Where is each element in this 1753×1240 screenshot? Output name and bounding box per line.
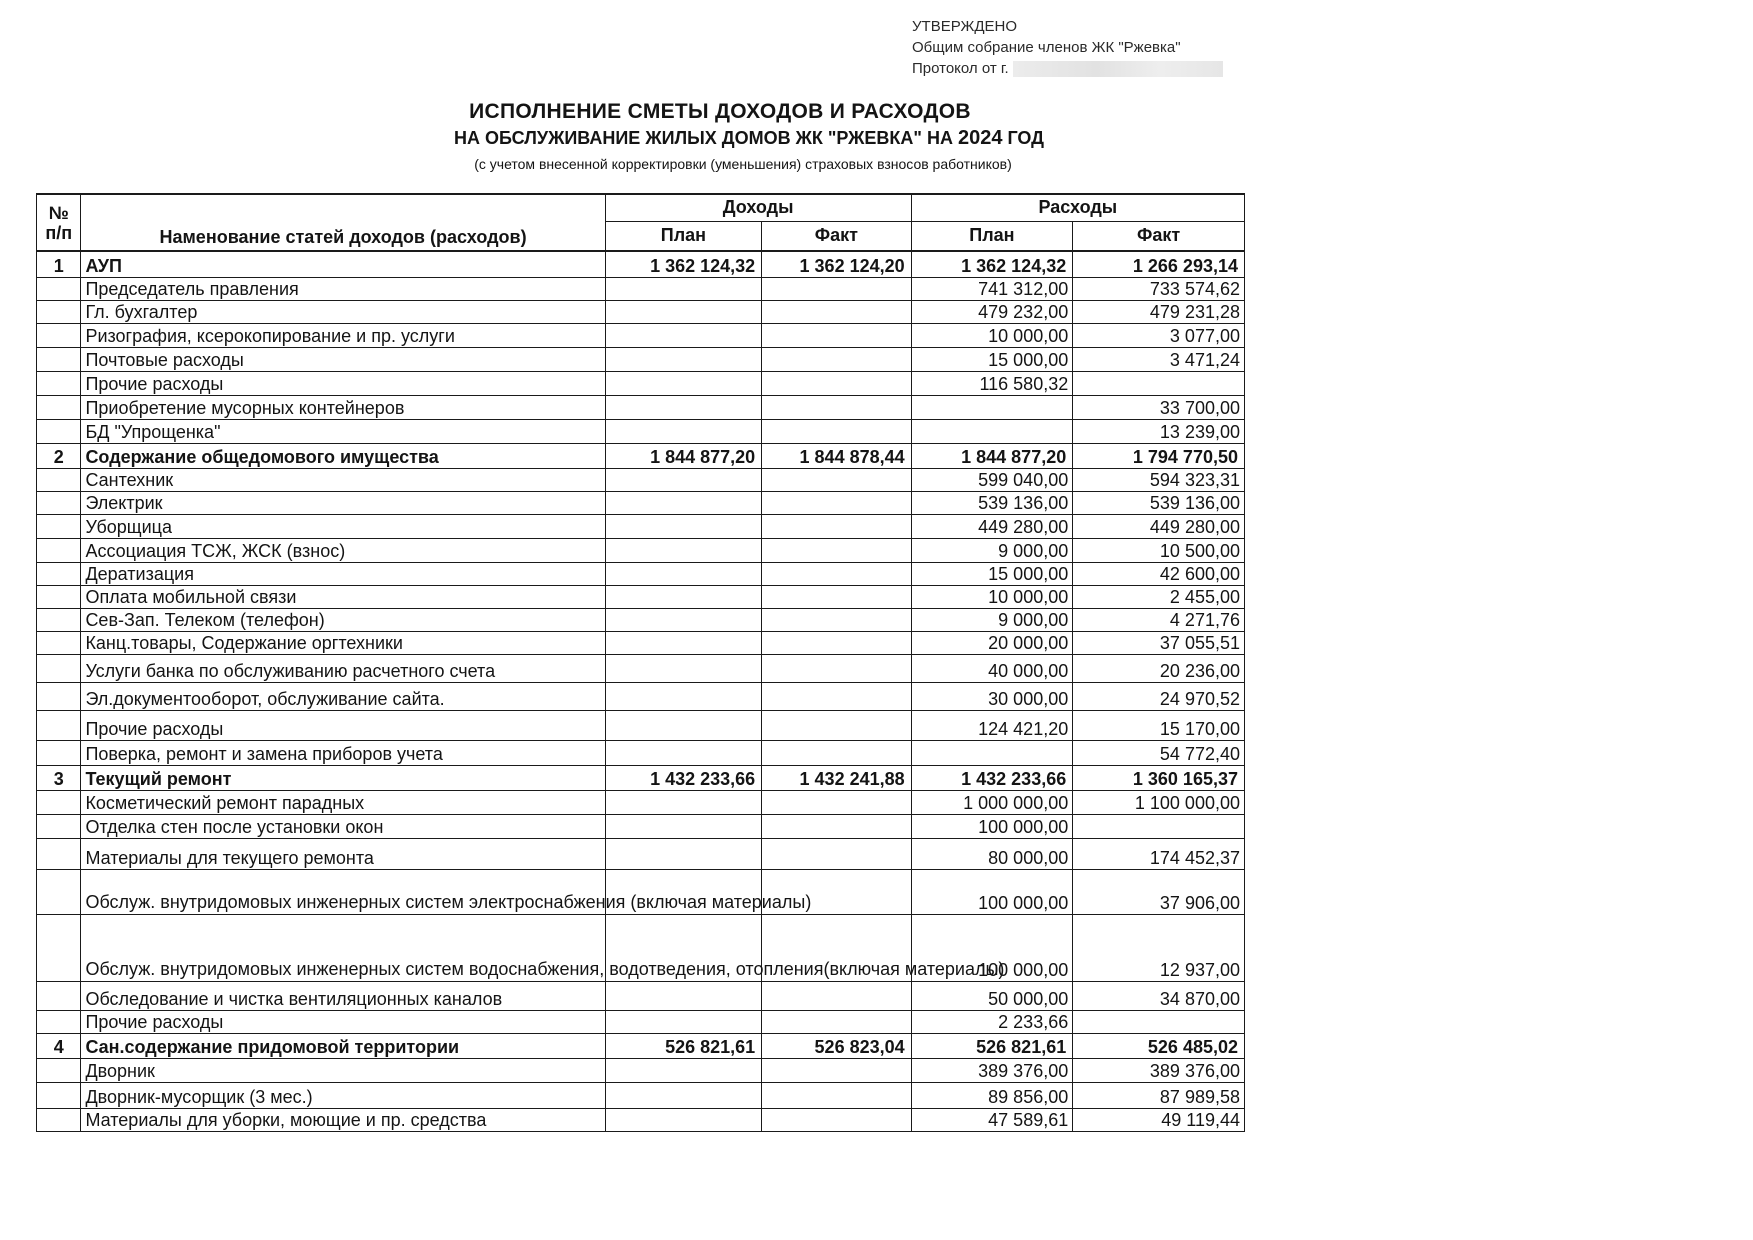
income-fact-cell: 1 432 241,88 xyxy=(762,765,911,790)
redacted-area xyxy=(1013,61,1223,77)
income-plan-cell xyxy=(605,682,762,710)
table-row xyxy=(37,981,1245,1010)
expense-plan-cell: 526 821,61 xyxy=(911,1033,1073,1058)
income-fact-cell xyxy=(762,491,911,514)
row-number xyxy=(37,790,81,814)
income-plan-cell xyxy=(605,740,762,765)
row-name: Почтовые расходы xyxy=(81,347,605,371)
expense-plan-cell: 1 432 233,66 xyxy=(911,765,1073,790)
income-plan-cell xyxy=(605,468,762,491)
row-number xyxy=(37,710,81,740)
header-expense-fact: Факт xyxy=(1073,221,1245,251)
income-plan-cell xyxy=(605,981,762,1010)
table-row xyxy=(37,419,1245,443)
expense-fact-cell: 54 772,40 xyxy=(1073,740,1245,765)
row-name: Поверка, ремонт и замена приборов учета xyxy=(81,740,605,765)
income-plan-cell xyxy=(605,631,762,654)
row-name: Материалы для уборки, моющие и пр. средства xyxy=(81,1108,605,1131)
expense-plan-cell: 449 280,00 xyxy=(911,514,1073,538)
income-fact-cell xyxy=(762,585,911,608)
table-row xyxy=(37,838,1245,869)
row-number xyxy=(37,277,81,300)
expense-fact-cell xyxy=(1073,814,1245,838)
income-plan-cell xyxy=(605,347,762,371)
expense-plan-cell: 100 000,00 xyxy=(911,869,1073,914)
row-name: Канц.товары, Содержание оргтехники xyxy=(81,631,605,654)
expense-fact-cell: 174 452,37 xyxy=(1073,838,1245,869)
table-row xyxy=(37,914,1245,981)
income-plan-cell xyxy=(605,585,762,608)
income-fact-cell xyxy=(762,323,911,347)
income-fact-cell xyxy=(762,1010,911,1033)
row-number xyxy=(37,419,81,443)
income-fact-cell xyxy=(762,682,911,710)
expense-fact-cell: 1 360 165,37 xyxy=(1073,765,1245,790)
income-plan-cell xyxy=(605,814,762,838)
row-name: Содержание общедомового имущества xyxy=(81,443,605,468)
row-number xyxy=(37,631,81,654)
table-row xyxy=(37,814,1245,838)
expense-fact-cell: 733 574,62 xyxy=(1073,277,1245,300)
income-fact-cell xyxy=(762,1108,911,1131)
income-plan-cell xyxy=(605,514,762,538)
expense-fact-cell: 526 485,02 xyxy=(1073,1033,1245,1058)
table-body xyxy=(37,251,1245,1131)
income-fact-cell xyxy=(762,814,911,838)
expense-plan-cell: 89 856,00 xyxy=(911,1082,1073,1108)
row-name: Прочие расходы xyxy=(81,1010,605,1033)
income-fact-cell xyxy=(762,562,911,585)
income-fact-cell xyxy=(762,419,911,443)
expense-plan-cell: 1 362 124,32 xyxy=(911,251,1073,277)
row-name: Сев-Зап. Телеком (телефон) xyxy=(81,608,605,631)
row-name: Обслуж. внутридомовых инженерных систем водоснабжения, водотведения, отопления(включая материалы) xyxy=(81,914,605,981)
title-year: 2024 xyxy=(957,127,1003,149)
row-number xyxy=(37,300,81,323)
income-plan-cell xyxy=(605,395,762,419)
expense-fact-cell: 479 231,28 xyxy=(1073,300,1245,323)
row-name: Дворник-мусорщик (3 мес.) xyxy=(81,1082,605,1108)
row-number xyxy=(37,514,81,538)
expense-plan-cell: 15 000,00 xyxy=(911,347,1073,371)
expense-plan-cell xyxy=(911,740,1073,765)
income-plan-cell xyxy=(605,277,762,300)
table-row xyxy=(37,1058,1245,1082)
section-row xyxy=(37,1033,1245,1058)
row-number xyxy=(37,1082,81,1108)
expense-fact-cell: 15 170,00 xyxy=(1073,710,1245,740)
expense-plan-cell: 40 000,00 xyxy=(911,654,1073,682)
table-row xyxy=(37,468,1245,491)
income-plan-cell xyxy=(605,790,762,814)
protocol-label: Протокол от г. xyxy=(912,60,1009,77)
row-name: Дворник xyxy=(81,1058,605,1082)
expense-plan-cell: 80 000,00 xyxy=(911,838,1073,869)
expense-plan-cell: 20 000,00 xyxy=(911,631,1073,654)
table-row xyxy=(37,491,1245,514)
income-fact-cell xyxy=(762,371,911,395)
expense-plan-cell: 539 136,00 xyxy=(911,491,1073,514)
row-name: БД "Упрощенка" xyxy=(81,419,605,443)
income-fact-cell xyxy=(762,1082,911,1108)
title-line-2 xyxy=(78,127,1420,150)
budget-table xyxy=(36,193,1245,1132)
expense-plan-cell: 1 000 000,00 xyxy=(911,790,1073,814)
row-name: Председатель правления xyxy=(81,277,605,300)
expense-fact-cell: 20 236,00 xyxy=(1073,654,1245,682)
income-fact-cell: 526 823,04 xyxy=(762,1033,911,1058)
income-fact-cell xyxy=(762,300,911,323)
header-income: Доходы xyxy=(605,194,911,221)
row-name: Сан.содержание придомовой территории xyxy=(81,1033,605,1058)
table-row xyxy=(37,631,1245,654)
approval-by: Общим собрание членов ЖК "Ржевка" xyxy=(912,39,1181,56)
approval-title: УТВЕРЖДЕНО xyxy=(912,18,1018,35)
expense-fact-cell xyxy=(1073,371,1245,395)
row-number xyxy=(37,740,81,765)
expense-fact-cell: 3 471,24 xyxy=(1073,347,1245,371)
row-name: Материалы для текущего ремонта xyxy=(81,838,605,869)
income-plan-cell xyxy=(605,654,762,682)
expense-fact-cell: 10 500,00 xyxy=(1073,538,1245,562)
title-note: (с учетом внесенной корректировки (уменьшения) страховых взносов работников) xyxy=(474,156,1012,172)
row-number xyxy=(37,981,81,1010)
expense-plan-cell: 116 580,32 xyxy=(911,371,1073,395)
income-fact-cell xyxy=(762,654,911,682)
expense-fact-cell: 37 055,51 xyxy=(1073,631,1245,654)
income-plan-cell: 1 844 877,20 xyxy=(605,443,762,468)
row-name: Эл.документооборот, обслуживание сайта. xyxy=(81,682,605,710)
row-number xyxy=(37,654,81,682)
table-row xyxy=(37,585,1245,608)
expense-fact-cell: 3 077,00 xyxy=(1073,323,1245,347)
table-row xyxy=(37,740,1245,765)
row-number xyxy=(37,491,81,514)
approval-protocol xyxy=(912,58,1223,79)
row-name: Уборщица xyxy=(81,514,605,538)
row-name: Электрик xyxy=(81,491,605,514)
header-income-fact: Факт xyxy=(762,221,911,251)
income-plan-cell xyxy=(605,1010,762,1033)
row-name: Дератизация xyxy=(81,562,605,585)
row-number xyxy=(37,914,81,981)
row-number: 4 xyxy=(37,1033,81,1058)
table-row xyxy=(37,790,1245,814)
table-row xyxy=(37,323,1245,347)
income-fact-cell xyxy=(762,538,911,562)
table-row xyxy=(37,300,1245,323)
row-number xyxy=(37,323,81,347)
header-number xyxy=(37,194,81,251)
expense-fact-cell xyxy=(1073,1010,1245,1033)
row-number xyxy=(37,1010,81,1033)
income-plan-cell xyxy=(605,323,762,347)
row-name: Обслуж. внутридомовых инженерных систем электроснабжения (включая материалы) xyxy=(81,869,605,914)
header-expense: Расходы xyxy=(911,194,1244,221)
income-fact-cell xyxy=(762,395,911,419)
expense-plan-cell: 124 421,20 xyxy=(911,710,1073,740)
expense-fact-cell: 4 271,76 xyxy=(1073,608,1245,631)
row-number xyxy=(37,395,81,419)
row-name: Обследование и чистка вентиляционных каналов xyxy=(81,981,605,1010)
row-number: 2 xyxy=(37,443,81,468)
income-plan-cell xyxy=(605,538,762,562)
income-plan-cell: 526 821,61 xyxy=(605,1033,762,1058)
expense-plan-cell xyxy=(911,419,1073,443)
row-number xyxy=(37,1058,81,1082)
header-income-plan: План xyxy=(605,221,762,251)
table-row xyxy=(37,395,1245,419)
row-number xyxy=(37,838,81,869)
row-number: 3 xyxy=(37,765,81,790)
expense-plan-cell: 741 312,00 xyxy=(911,277,1073,300)
expense-plan-cell: 100 000,00 xyxy=(911,814,1073,838)
table-row xyxy=(37,1108,1245,1131)
income-fact-cell xyxy=(762,790,911,814)
row-number xyxy=(37,608,81,631)
income-plan-cell xyxy=(605,300,762,323)
income-plan-cell xyxy=(605,1058,762,1082)
income-fact-cell xyxy=(762,1058,911,1082)
row-number: 1 xyxy=(37,251,81,277)
header-expense-plan: План xyxy=(911,221,1073,251)
expense-plan-cell: 599 040,00 xyxy=(911,468,1073,491)
table-row xyxy=(37,277,1245,300)
row-number xyxy=(37,347,81,371)
expense-plan-cell: 15 000,00 xyxy=(911,562,1073,585)
income-fact-cell xyxy=(762,277,911,300)
row-name: Услуги банка по обслуживанию расчетного счета xyxy=(81,654,605,682)
expense-plan-cell: 9 000,00 xyxy=(911,538,1073,562)
row-number xyxy=(37,562,81,585)
expense-fact-cell: 1 266 293,14 xyxy=(1073,251,1245,277)
expense-fact-cell: 13 239,00 xyxy=(1073,419,1245,443)
expense-fact-cell: 87 989,58 xyxy=(1073,1082,1245,1108)
expense-plan-cell: 50 000,00 xyxy=(911,981,1073,1010)
income-fact-cell xyxy=(762,838,911,869)
row-number xyxy=(37,468,81,491)
section-row xyxy=(37,251,1245,277)
table-row xyxy=(37,1010,1245,1033)
income-fact-cell: 1 844 878,44 xyxy=(762,443,911,468)
row-name: Прочие расходы xyxy=(81,710,605,740)
row-name: Ризография, ксерокопирование и пр. услуги xyxy=(81,323,605,347)
row-name: Косметический ремонт парадных xyxy=(81,790,605,814)
expense-fact-cell: 34 870,00 xyxy=(1073,981,1245,1010)
expense-plan-cell: 10 000,00 xyxy=(911,323,1073,347)
income-fact-cell xyxy=(762,608,911,631)
expense-plan-cell: 100 000,00 xyxy=(911,914,1073,981)
row-number xyxy=(37,585,81,608)
expense-fact-cell: 594 323,31 xyxy=(1073,468,1245,491)
expense-fact-cell: 42 600,00 xyxy=(1073,562,1245,585)
income-fact-cell xyxy=(762,468,911,491)
income-plan-cell xyxy=(605,838,762,869)
row-number xyxy=(37,1108,81,1131)
expense-plan-cell: 10 000,00 xyxy=(911,585,1073,608)
income-plan-cell xyxy=(605,1108,762,1131)
income-plan-cell xyxy=(605,608,762,631)
row-name: АУП xyxy=(81,251,605,277)
document-title xyxy=(0,100,1420,172)
table-row xyxy=(37,1082,1245,1108)
table-row xyxy=(37,654,1245,682)
table-row xyxy=(37,608,1245,631)
header-name: Наменование статей доходов (расходов) xyxy=(81,194,605,251)
row-name: Ассоциация ТСЖ, ЖСК (взнос) xyxy=(81,538,605,562)
income-plan-cell: 1 432 233,66 xyxy=(605,765,762,790)
row-number xyxy=(37,538,81,562)
row-name: Гл. бухгалтер xyxy=(81,300,605,323)
income-fact-cell xyxy=(762,347,911,371)
table-row xyxy=(37,869,1245,914)
expense-plan-cell: 389 376,00 xyxy=(911,1058,1073,1082)
row-number xyxy=(37,869,81,914)
income-fact-cell xyxy=(762,514,911,538)
row-name: Сантехник xyxy=(81,468,605,491)
title-line-1: ИСПОЛНЕНИЕ СМЕТЫ ДОХОДОВ И РАСХОДОВ xyxy=(469,100,971,123)
expense-fact-cell: 2 455,00 xyxy=(1073,585,1245,608)
income-plan-cell: 1 362 124,32 xyxy=(605,251,762,277)
section-row xyxy=(37,765,1245,790)
income-fact-cell: 1 362 124,20 xyxy=(762,251,911,277)
income-plan-cell xyxy=(605,371,762,395)
table-row xyxy=(37,514,1245,538)
income-fact-cell xyxy=(762,631,911,654)
title-line-2-text: НА ОБСЛУЖИВАНИЕ ЖИЛЫХ ДОМОВ ЖК "РЖЕВКА" НА xyxy=(453,128,958,148)
row-number xyxy=(37,371,81,395)
expense-plan-cell: 1 844 877,20 xyxy=(911,443,1073,468)
table-row xyxy=(37,347,1245,371)
expense-fact-cell: 37 906,00 xyxy=(1073,869,1245,914)
income-plan-cell xyxy=(605,419,762,443)
expense-fact-cell: 389 376,00 xyxy=(1073,1058,1245,1082)
expense-fact-cell: 449 280,00 xyxy=(1073,514,1245,538)
expense-fact-cell: 12 937,00 xyxy=(1073,914,1245,981)
table-row xyxy=(37,538,1245,562)
row-name: Текущий ремонт xyxy=(81,765,605,790)
income-plan-cell xyxy=(605,491,762,514)
expense-plan-cell: 2 233,66 xyxy=(911,1010,1073,1033)
table-row xyxy=(37,710,1245,740)
income-plan-cell xyxy=(605,710,762,740)
table-row xyxy=(37,562,1245,585)
row-name: Отделка стен после установки окон xyxy=(81,814,605,838)
expense-plan-cell: 9 000,00 xyxy=(911,608,1073,631)
expense-plan-cell: 47 589,61 xyxy=(911,1108,1073,1131)
title-line-2-end: ГОД xyxy=(1002,128,1045,148)
expense-plan-cell: 479 232,00 xyxy=(911,300,1073,323)
expense-fact-cell: 33 700,00 xyxy=(1073,395,1245,419)
income-plan-cell xyxy=(605,562,762,585)
approval-block xyxy=(912,16,1223,79)
income-fact-cell xyxy=(762,710,911,740)
expense-fact-cell: 1 100 000,00 xyxy=(1073,790,1245,814)
expense-fact-cell: 1 794 770,50 xyxy=(1073,443,1245,468)
expense-fact-cell: 539 136,00 xyxy=(1073,491,1245,514)
table-row xyxy=(37,682,1245,710)
expense-fact-cell: 24 970,52 xyxy=(1073,682,1245,710)
expense-plan-cell xyxy=(911,395,1073,419)
section-row xyxy=(37,443,1245,468)
row-number xyxy=(37,814,81,838)
income-plan-cell xyxy=(605,1082,762,1108)
income-fact-cell xyxy=(762,981,911,1010)
row-name: Приобретение мусорных контейнеров xyxy=(81,395,605,419)
expense-fact-cell: 49 119,44 xyxy=(1073,1108,1245,1131)
table-row xyxy=(37,371,1245,395)
row-name: Оплата мобильной связи xyxy=(81,585,605,608)
row-name: Прочие расходы xyxy=(81,371,605,395)
row-number xyxy=(37,682,81,710)
income-fact-cell xyxy=(762,740,911,765)
expense-plan-cell: 30 000,00 xyxy=(911,682,1073,710)
header-number-text: № п/п xyxy=(45,202,73,243)
